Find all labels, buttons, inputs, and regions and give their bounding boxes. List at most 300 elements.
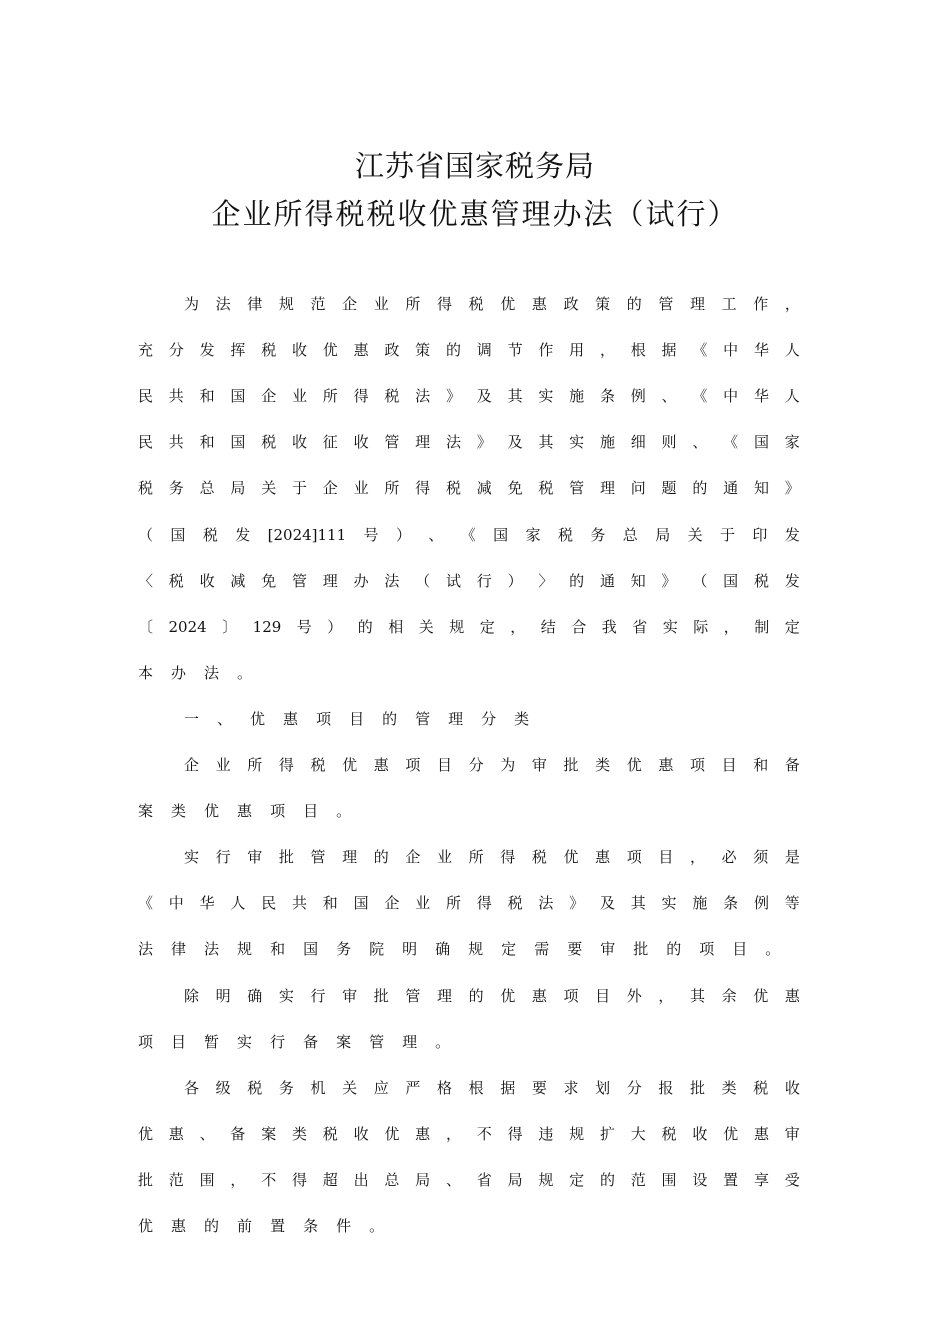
char: 法: [538, 894, 554, 913]
char: 得: [500, 848, 516, 867]
char: 条: [303, 1217, 319, 1235]
char: 院: [369, 940, 385, 959]
char: 则: [661, 433, 677, 452]
char: 理: [402, 1032, 418, 1051]
char: ，: [599, 341, 615, 360]
char: 定: [569, 1170, 585, 1189]
char: 根: [630, 341, 646, 360]
char: 优: [563, 848, 579, 867]
char: 超: [322, 1170, 338, 1189]
char: 审: [247, 848, 263, 867]
char: 范: [630, 1170, 646, 1189]
char: 项: [270, 802, 286, 821]
char: 惠: [373, 756, 389, 774]
char: 审: [784, 1124, 800, 1143]
char: 前: [237, 1217, 253, 1235]
char: 其: [690, 986, 706, 1005]
char: 》: [784, 479, 800, 498]
char: ，: [510, 617, 526, 636]
char: 得: [437, 295, 453, 313]
char: 目: [721, 756, 737, 774]
char: 管: [384, 433, 400, 452]
char: 共: [168, 433, 184, 452]
char: 税: [322, 1124, 338, 1143]
char: 人: [230, 894, 246, 913]
char: 。: [765, 940, 781, 959]
char: 税: [468, 295, 484, 313]
char: 的: [445, 341, 461, 360]
char: 发: [784, 571, 800, 590]
char: 需: [534, 940, 550, 959]
char: 要: [567, 940, 583, 959]
char: 的: [357, 617, 373, 636]
char: 民: [138, 387, 154, 406]
paragraph-line: [138, 801, 351, 821]
char: 定: [784, 617, 800, 636]
char: 的: [468, 986, 484, 1005]
char: 受: [784, 1170, 800, 1189]
char: 试: [445, 571, 461, 590]
char: 其: [507, 387, 523, 406]
char: 确: [435, 940, 451, 959]
char: 备: [303, 1032, 319, 1051]
char: 项: [138, 1032, 154, 1051]
char: 国: [230, 433, 246, 452]
char: 务: [278, 1078, 294, 1097]
char: 税: [753, 571, 769, 590]
char: 为: [184, 295, 200, 313]
char: 的: [626, 295, 642, 313]
char: 业: [415, 894, 431, 913]
char: 规: [569, 1124, 585, 1143]
paragraph-line: [138, 663, 252, 683]
char: 批: [633, 940, 649, 959]
char: 目: [732, 940, 748, 959]
char: 、: [199, 1124, 215, 1143]
char: 税: [557, 525, 573, 544]
char: 级: [215, 1078, 231, 1097]
char: 不: [261, 1170, 277, 1189]
char: 不: [476, 1124, 492, 1143]
char: 和: [270, 940, 286, 959]
char: 业: [291, 387, 307, 406]
char: 局: [230, 479, 246, 498]
char: 调: [476, 341, 492, 360]
char: 违: [538, 1124, 554, 1143]
char: 税: [310, 756, 326, 774]
char: 税: [661, 1124, 677, 1143]
document-title-line-2: 企业所得税税收优惠管理办法（试行）: [211, 197, 739, 231]
char: 施: [569, 387, 585, 406]
char: 管: [658, 295, 674, 313]
char: 企: [184, 756, 200, 774]
char: 是: [784, 848, 800, 867]
char: 要: [531, 1078, 547, 1097]
char: 税: [538, 479, 554, 498]
char: 实: [237, 1032, 253, 1051]
char: 得: [291, 1170, 307, 1189]
char: 《: [138, 894, 154, 913]
paragraph-line: [138, 340, 800, 360]
char: 〔: [138, 617, 154, 636]
char: 理: [322, 571, 338, 590]
char: 备: [784, 756, 800, 774]
char: 范: [310, 295, 326, 313]
char: 税: [753, 1078, 769, 1097]
char: 局: [507, 1170, 523, 1189]
char: 作: [538, 341, 554, 360]
char: 收: [353, 1124, 369, 1143]
char: ，: [784, 295, 800, 313]
char: 出: [353, 1170, 369, 1189]
char: 外: [626, 986, 642, 1005]
char: 的: [666, 940, 682, 959]
char: 目: [303, 802, 319, 821]
char: 税: [384, 387, 400, 406]
char: 总: [622, 525, 638, 544]
char: 和: [322, 894, 338, 913]
char: 和: [199, 387, 215, 406]
char: 节: [507, 341, 523, 360]
char: 作: [753, 295, 769, 313]
char: 华: [199, 894, 215, 913]
char: 优: [204, 802, 220, 821]
char: 项: [690, 756, 706, 774]
char: 项: [316, 709, 332, 728]
char: 总: [384, 1170, 400, 1189]
char: 〕: [222, 617, 238, 636]
char: 共: [168, 387, 184, 406]
char: 〈: [138, 571, 154, 590]
char: 国: [493, 525, 509, 544]
char: 制: [754, 617, 770, 636]
char: 发: [235, 525, 251, 544]
char: ）: [327, 617, 343, 636]
char: 规: [278, 295, 294, 313]
char: 总: [199, 479, 215, 498]
char: 、: [428, 525, 444, 544]
char: 享: [753, 1170, 769, 1189]
char: 人: [784, 387, 800, 406]
char: 号: [363, 525, 379, 544]
char: 印: [752, 525, 768, 544]
char: 知: [630, 571, 646, 590]
char: 案: [138, 802, 154, 821]
char: 国: [723, 571, 739, 590]
paragraph-line: [138, 386, 800, 406]
char: 务: [590, 525, 606, 544]
char: 关: [687, 525, 703, 544]
char: 工: [721, 295, 737, 313]
char: 管: [310, 848, 326, 867]
char: 据: [661, 341, 677, 360]
char: 各: [184, 1078, 200, 1097]
char: 得: [415, 479, 431, 498]
char: 明: [402, 940, 418, 959]
char: 企: [342, 295, 358, 313]
char: 优: [626, 756, 642, 774]
char: 收: [784, 1078, 800, 1097]
char: 本: [138, 663, 154, 682]
char: 通: [723, 479, 739, 498]
paragraph-line: [138, 571, 800, 591]
char: 分: [168, 341, 184, 360]
char: 得: [476, 894, 492, 913]
char: 法: [415, 387, 431, 406]
char: 管: [569, 479, 585, 498]
char: （: [692, 571, 708, 590]
char: 税: [138, 479, 154, 498]
char: 、: [661, 387, 677, 406]
char: ，: [445, 1124, 461, 1143]
char: 除: [184, 986, 200, 1005]
char: 关: [418, 617, 434, 636]
char: 收: [291, 341, 307, 360]
char: 目: [349, 709, 365, 728]
char: 项: [626, 848, 642, 867]
paragraph-line: [184, 1078, 800, 1098]
char: 免: [507, 479, 523, 498]
char: 所: [405, 295, 421, 313]
char: 惠: [658, 756, 674, 774]
char: 管: [415, 709, 431, 728]
char: 惠: [283, 709, 299, 728]
char: 税: [507, 894, 523, 913]
char: 我: [601, 617, 617, 636]
char: 企: [384, 894, 400, 913]
char: 充: [138, 341, 154, 360]
char: 及: [507, 433, 523, 452]
char: 划: [595, 1078, 611, 1097]
char: 例: [630, 387, 646, 406]
char: 行: [215, 848, 231, 867]
char: 免: [261, 571, 277, 590]
char: 结: [540, 617, 556, 636]
char: 国: [230, 387, 246, 406]
char: 优: [342, 756, 358, 774]
paragraph-line: [138, 893, 800, 913]
char: 务: [168, 479, 184, 498]
char: 相: [388, 617, 404, 636]
char: 机: [310, 1078, 326, 1097]
char: 所: [468, 848, 484, 867]
char: 实: [184, 848, 200, 867]
char: 管: [291, 571, 307, 590]
char: 等: [784, 894, 800, 913]
char: 的: [373, 848, 389, 867]
char: 业: [353, 479, 369, 498]
char: 知: [753, 479, 769, 498]
char: 法: [138, 940, 154, 959]
char: 政: [563, 295, 579, 313]
char: 惠: [171, 1217, 187, 1235]
char: 管: [405, 986, 421, 1005]
char: 条: [599, 387, 615, 406]
char: ）: [507, 571, 523, 590]
char: 》: [661, 571, 677, 590]
char: 理: [599, 479, 615, 498]
char: 法: [204, 940, 220, 959]
char: 定: [479, 617, 495, 636]
char: 目: [595, 986, 611, 1005]
char: 业: [215, 756, 231, 774]
char: 件: [336, 1217, 352, 1235]
char: 优: [723, 1124, 739, 1143]
char: 类: [514, 709, 530, 728]
char: 围: [661, 1170, 677, 1189]
char: 规: [468, 940, 484, 959]
char: 律: [171, 940, 187, 959]
char: 的: [692, 479, 708, 498]
char: 确: [247, 986, 263, 1005]
char: 策: [415, 341, 431, 360]
char: 优: [138, 1217, 154, 1235]
char: 围: [199, 1170, 215, 1189]
char: 策: [595, 295, 611, 313]
char: 和: [753, 756, 769, 774]
char: 例: [753, 894, 769, 913]
paragraph-line: [138, 1032, 450, 1052]
char: 优: [384, 1124, 400, 1143]
char: 理: [448, 709, 464, 728]
char: 。: [435, 1032, 451, 1051]
char: 得: [353, 387, 369, 406]
char: 减: [230, 571, 246, 590]
char: 2024: [168, 617, 207, 636]
char: 惠: [415, 1124, 431, 1143]
char: 税: [261, 433, 277, 452]
char: 审: [342, 986, 358, 1005]
char: 其: [538, 433, 554, 452]
char: 行: [310, 986, 326, 1005]
char: 务: [336, 940, 352, 959]
char: 政: [384, 341, 400, 360]
char: 实: [569, 433, 585, 452]
char: 、: [692, 433, 708, 452]
char: 行: [270, 1032, 286, 1051]
char: 税: [168, 571, 184, 590]
char: 号: [296, 617, 312, 636]
char: 余: [721, 986, 737, 1005]
char: 理: [415, 433, 431, 452]
char: 根: [468, 1078, 484, 1097]
char: 惠: [753, 1124, 769, 1143]
char: 优: [250, 709, 266, 728]
char: 税: [202, 525, 218, 544]
char: 项: [405, 756, 421, 774]
char: 国: [170, 525, 186, 544]
char: 收: [692, 1124, 708, 1143]
char: 惠: [784, 986, 800, 1005]
char: 条: [723, 894, 739, 913]
char: 的: [204, 1217, 220, 1235]
char: 《: [460, 525, 476, 544]
char: 据: [500, 1078, 516, 1097]
char: 、: [445, 1170, 461, 1189]
char: 暂: [204, 1032, 220, 1051]
char: ，: [230, 1170, 246, 1189]
char: 严: [405, 1078, 421, 1097]
char: 惠: [237, 802, 253, 821]
char: 税: [531, 848, 547, 867]
char: 惠: [531, 295, 547, 313]
char: 类: [721, 1078, 737, 1097]
char: 理: [437, 986, 453, 1005]
char: 收: [199, 571, 215, 590]
char: 企: [322, 479, 338, 498]
char: 优: [500, 986, 516, 1005]
char: 共: [291, 894, 307, 913]
char: 为: [500, 756, 516, 774]
char: 业: [373, 295, 389, 313]
char: 分: [481, 709, 497, 728]
char: 于: [720, 525, 736, 544]
char: 备: [230, 1124, 246, 1143]
char: 格: [437, 1078, 453, 1097]
char: 案: [336, 1032, 352, 1051]
paragraph-line: [138, 525, 800, 545]
char: 及: [599, 894, 615, 913]
char: 项: [699, 940, 715, 959]
char: 减: [476, 479, 492, 498]
paragraph-line: [138, 1216, 384, 1236]
char: 应: [373, 1078, 389, 1097]
char: 施: [692, 894, 708, 913]
char: 须: [753, 848, 769, 867]
char: 局: [415, 1170, 431, 1189]
char: 范: [168, 1170, 184, 1189]
char: 明: [215, 986, 231, 1005]
char: 的: [569, 571, 585, 590]
char: 优: [322, 341, 338, 360]
char: 及: [476, 387, 492, 406]
char: 办: [353, 571, 369, 590]
char: 税: [247, 1078, 263, 1097]
char: 国: [753, 433, 769, 452]
char: 法: [445, 433, 461, 452]
char: 批: [138, 1170, 154, 1189]
char: 所: [322, 387, 338, 406]
char: 省: [476, 1170, 492, 1189]
paragraph-line: [184, 755, 800, 775]
char: 优: [753, 986, 769, 1005]
char: 于: [291, 479, 307, 498]
char: 惠: [531, 986, 547, 1005]
char: 得: [278, 756, 294, 774]
char: 的: [382, 709, 398, 728]
char: 。: [369, 1217, 385, 1235]
paragraph-line: [184, 986, 800, 1006]
char: 实: [278, 986, 294, 1005]
char: 发: [199, 341, 215, 360]
paragraph-line: [184, 709, 529, 729]
paragraph-line: [184, 294, 800, 314]
char: 优: [500, 295, 516, 313]
char: 批: [278, 848, 294, 867]
char: 实: [662, 617, 678, 636]
char: 定: [501, 940, 517, 959]
char: 一: [184, 709, 200, 728]
char: 惠: [595, 848, 611, 867]
char: 省: [632, 617, 648, 636]
char: 129: [252, 617, 282, 636]
char: 审: [600, 940, 616, 959]
char: （: [138, 525, 154, 544]
char: 扩: [599, 1124, 615, 1143]
char: 规: [237, 940, 253, 959]
char: 局: [655, 525, 671, 544]
char: 求: [563, 1078, 579, 1097]
